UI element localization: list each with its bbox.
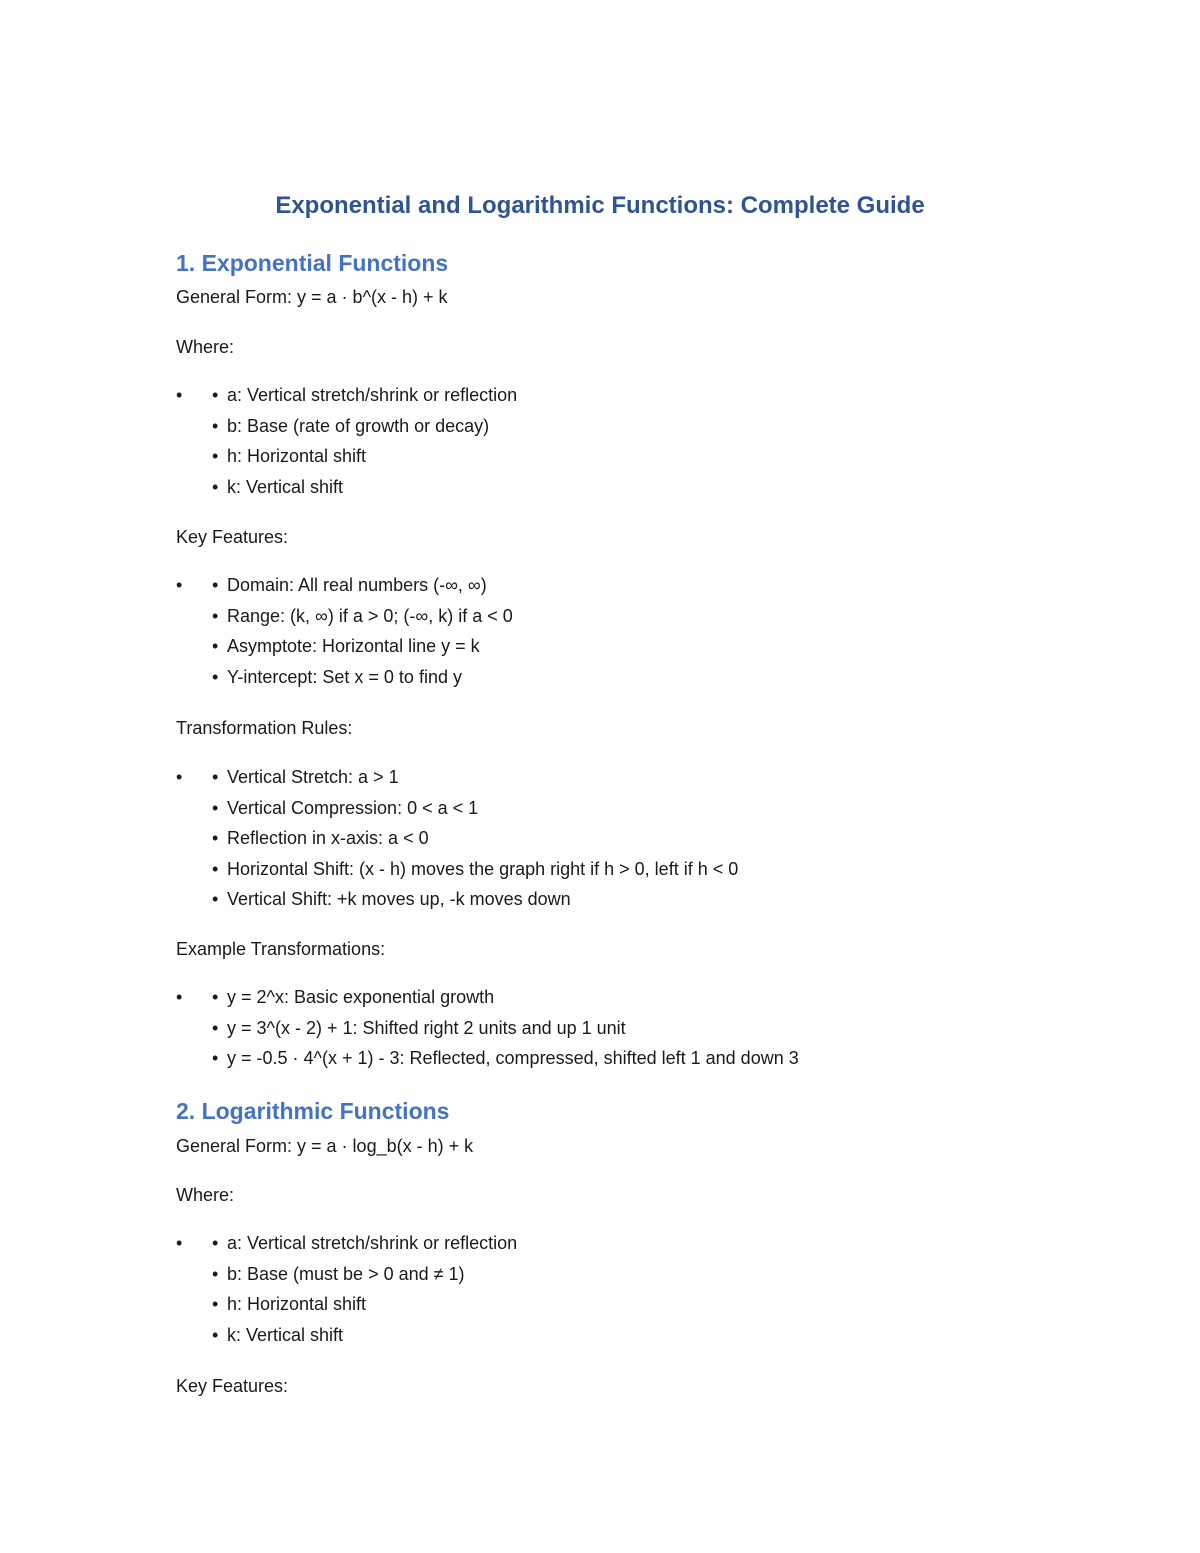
key-features-label: Key Features:	[176, 527, 289, 547]
key-features-label: Key Features:	[176, 1376, 289, 1396]
list-item: • • a: Vertical stretch/shrink or reflection	[176, 1228, 517, 1259]
list-item: • Reflection in x-axis: a < 0	[176, 823, 738, 854]
list-item: • Y-intercept: Set x = 0 to find y	[176, 662, 513, 693]
bullet-icon: •	[212, 1233, 219, 1253]
list-item: • Vertical Compression: 0 < a < 1	[176, 793, 738, 824]
transformation-rules-list	[176, 762, 738, 915]
list-item: • • Vertical Stretch: a > 1	[176, 762, 738, 793]
bullet-icon: •	[176, 1233, 183, 1253]
where-list	[176, 380, 517, 502]
list-item: • Asymptote: Horizontal line y = k	[176, 631, 513, 662]
key-features-list	[176, 570, 513, 692]
bullet-icon: •	[212, 767, 219, 787]
bullet-icon: •	[212, 987, 219, 1007]
bullet-icon: •	[212, 828, 219, 848]
bullet-icon: •	[176, 767, 183, 787]
example-transformations-label: Example Transformations:	[176, 939, 386, 959]
bullet-icon: •	[212, 415, 219, 436]
list-item: • h: Horizontal shift	[176, 441, 517, 472]
list-item: • Horizontal Shift: (x - h) moves the graph right if h > 0, left if h < 0	[176, 854, 738, 885]
bullet-icon: •	[212, 889, 219, 909]
list-item: • y = 3^(x - 2) + 1: Shifted right 2 units and up 1 unit	[176, 1013, 799, 1044]
list-item: • b: Base (must be > 0 and ≠ 1)	[176, 1259, 517, 1290]
bullet-icon: •	[212, 1263, 219, 1284]
bullet-icon: •	[212, 476, 219, 497]
list-item: • y = -0.5 · 4^(x + 1) - 3: Reflected, compressed, shifted left 1 and down 3	[176, 1043, 799, 1074]
list-item: • b: Base (rate of growth or decay)	[176, 411, 517, 442]
general-form-exponential: General Form: y = a · b^(x - h) + k	[176, 287, 448, 307]
bullet-icon: •	[212, 575, 219, 595]
bullet-icon: •	[212, 605, 219, 626]
list-item: • • y = 2^x: Basic exponential growth	[176, 982, 799, 1013]
bullet-icon: •	[176, 575, 183, 595]
list-item: • h: Horizontal shift	[176, 1289, 517, 1320]
bullet-icon: •	[176, 987, 183, 1007]
general-form-logarithmic: General Form: y = a · log_b(x - h) + k	[176, 1136, 474, 1156]
list-item: • k: Vertical shift	[176, 1320, 517, 1351]
list-item: • • Domain: All real numbers (-∞, ∞)	[176, 570, 513, 601]
document-title: Exponential and Logarithmic Functions: Complete Guide	[275, 192, 925, 219]
section-heading-logarithmic: 2. Logarithmic Functions	[176, 1098, 450, 1124]
bullet-icon: •	[176, 385, 183, 405]
list-item: • Range: (k, ∞) if a > 0; (-∞, k) if a < 0	[176, 601, 513, 632]
bullet-icon: •	[212, 797, 219, 818]
section-heading-exponential: 1. Exponential Functions	[176, 250, 449, 276]
bullet-icon: •	[212, 385, 219, 405]
transformation-rules-label: Transformation Rules:	[176, 718, 353, 738]
list-item: • • a: Vertical stretch/shrink or reflection	[176, 380, 517, 411]
where-label: Where:	[176, 337, 235, 357]
list-item: • k: Vertical shift	[176, 472, 517, 503]
bullet-icon: •	[212, 1017, 219, 1038]
example-transformations-list	[176, 982, 799, 1074]
bullet-icon: •	[212, 1294, 219, 1314]
where-list	[176, 1228, 517, 1350]
bullet-icon: •	[212, 858, 219, 879]
bullet-icon: •	[212, 666, 219, 687]
bullet-icon: •	[212, 446, 219, 466]
bullet-icon: •	[212, 1048, 219, 1068]
list-item: • Vertical Shift: +k moves up, -k moves down	[176, 884, 738, 915]
where-label: Where:	[176, 1185, 235, 1205]
bullet-icon: •	[212, 636, 219, 656]
bullet-icon: •	[212, 1324, 219, 1345]
